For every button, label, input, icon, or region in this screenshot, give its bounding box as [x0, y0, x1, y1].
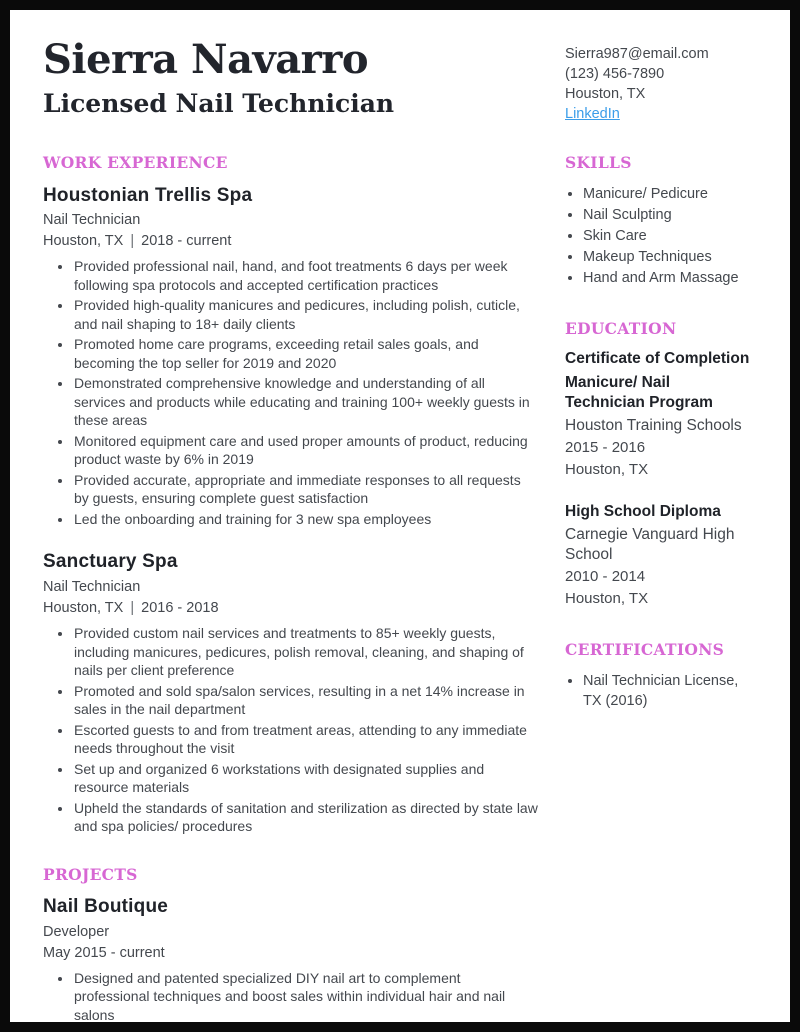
- job-role: Nail Technician: [43, 212, 141, 229]
- contact-email: Sierra987@email.com: [565, 46, 709, 62]
- job-dates: 2016 - 2018: [141, 600, 219, 617]
- linkedin-link[interactable]: LinkedIn: [565, 106, 620, 122]
- experience-bullet: • Provided professional nail, hand, and foot treatments 6 days per week following spa protocols and accepted certification practices: [73, 257, 538, 294]
- contact-phone: (123) 456-7890: [565, 66, 665, 82]
- job-dates: 2018 - current: [141, 233, 232, 250]
- section-heading-education: EDUCATION: [565, 318, 677, 338]
- experience-bullet: • Provided high-quality manicures and pedicures, including polish, cuticle, and nail shaping to 18+ daily clients: [73, 296, 538, 333]
- skill-item: • Makeup Techniques: [583, 247, 760, 267]
- project-bullet-list: [43, 969, 538, 1025]
- skill-item: • Manicure/ Pedicure: [583, 184, 760, 204]
- contact-location: Houston, TX: [565, 86, 646, 102]
- experience-bullet: • Provided custom nail services and treatments to 85+ weekly guests, including manicures, pedicures, polish removal, cleaning, and shaping of nails per client preference: [73, 624, 538, 680]
- education-entry: [565, 349, 751, 480]
- experience-bullet: • Escorted guests to and from treatment areas, attending to any immediate needs throughout the visit: [73, 721, 538, 758]
- separator: |: [130, 233, 135, 250]
- education-location: Houston, TX: [565, 590, 649, 608]
- education-section: [565, 320, 760, 610]
- work-experience-section: [43, 154, 538, 836]
- project-role: Developer: [43, 923, 110, 940]
- job-meta: [43, 232, 538, 251]
- job-role: Nail Technician: [43, 579, 141, 596]
- job-entry: [43, 184, 538, 529]
- contact-info: [565, 38, 760, 124]
- experience-bullet: • Provided accurate, appropriate and immediate responses to all requests by guests, ensuring complete guest satisfaction: [73, 471, 538, 508]
- section-heading-projects: PROJECTS: [43, 864, 138, 884]
- skill-item: • Nail Sculpting: [583, 205, 760, 225]
- section-heading-work-experience: WORK EXPERIENCE: [43, 153, 228, 172]
- skill-item: • Hand and Arm Massage: [583, 268, 760, 288]
- section-heading-skills: SKILLS: [565, 153, 632, 172]
- education-school: Houston Training Schools: [565, 417, 742, 435]
- resume-header: [43, 38, 760, 124]
- education-degree: High School Diploma: [565, 503, 721, 521]
- company-name: Houstonian Trellis Spa: [43, 184, 253, 206]
- experience-bullet: • Led the onboarding and training for 3 new spa employees: [73, 510, 538, 529]
- education-location: Houston, TX: [565, 461, 649, 479]
- project-bullet: • Designed and patented specialized DIY nail art to complement professional techniques and boost sales within individual hair and nail salons: [73, 969, 538, 1025]
- job-location: Houston, TX: [43, 233, 124, 250]
- job-bullet-list: [43, 257, 538, 528]
- experience-bullet: • Promoted and sold spa/salon services, resulting in a net 14% increase in sales in the nail department: [73, 682, 538, 719]
- sidebar-column: [565, 154, 760, 1026]
- experience-bullet: • Promoted home care programs, exceeding retail sales goals, and becoming the top seller for 2019 and 2020: [73, 335, 538, 372]
- job-meta: [43, 599, 538, 618]
- separator: |: [130, 600, 135, 617]
- experience-bullet: • Demonstrated comprehensive knowledge and understanding of all services and products while educating and training 100+ weekly guests in these areas: [73, 374, 538, 430]
- experience-bullet: • Set up and organized 6 workstations with designated supplies and resource materials: [73, 760, 538, 797]
- education-program: Manicure/ Nail Technician Program: [565, 374, 713, 412]
- education-degree: Certificate of Completion: [565, 350, 750, 368]
- experience-bullet: • Upheld the standards of sanitation and sterilization as directed by state law and spa policies/ procedures: [73, 799, 538, 836]
- certifications-section: [565, 641, 760, 711]
- skills-section: [565, 154, 760, 288]
- company-name: Sanctuary Spa: [43, 551, 178, 573]
- job-location: Houston, TX: [43, 600, 124, 617]
- person-name: Sierra Navarro: [43, 36, 368, 83]
- job-bullet-list: [43, 624, 538, 836]
- education-dates: 2010 - 2014: [565, 568, 646, 586]
- skill-item: • Skin Care: [583, 226, 760, 246]
- projects-section: [43, 866, 538, 1025]
- certification-item: • Nail Technician License, TX (2016): [583, 671, 760, 711]
- section-heading-certifications: CERTIFICATIONS: [565, 640, 725, 660]
- education-entry: [565, 502, 751, 609]
- content-columns: [43, 154, 760, 1026]
- education-school: Carnegie Vanguard High School: [565, 526, 735, 564]
- main-column: [43, 154, 538, 1026]
- identity-block: [43, 38, 394, 119]
- project-entry: [43, 895, 538, 1024]
- person-job-title: Licensed Nail Technician: [43, 89, 395, 118]
- job-entry: [43, 550, 538, 835]
- skills-list: [565, 184, 760, 288]
- education-dates: 2015 - 2016: [565, 439, 646, 457]
- certifications-list: [565, 671, 760, 711]
- project-dates: May 2015 - current: [43, 944, 165, 961]
- project-name: Nail Boutique: [43, 896, 169, 918]
- experience-bullet: • Monitored equipment care and used proper amounts of product, reducing product waste by 6% in 2019: [73, 432, 538, 469]
